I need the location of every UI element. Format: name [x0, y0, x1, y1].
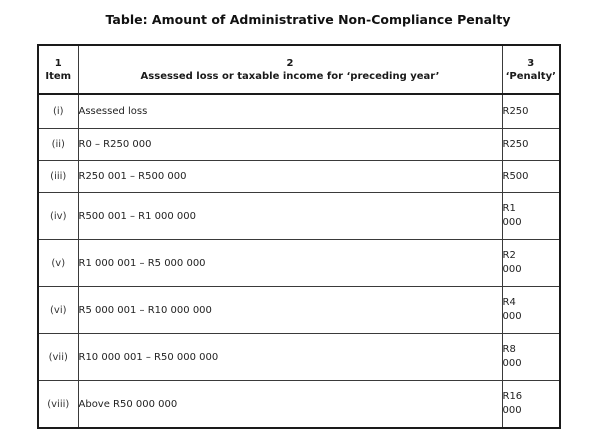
header-penalty-label: ‘Penalty’: [505, 70, 556, 82]
row-description: R0 – R250 000: [78, 129, 502, 161]
table-row: [38, 287, 560, 334]
row-item: (vi): [38, 287, 78, 334]
row-penalty-amount-cont: 000: [502, 405, 522, 416]
header-assessed-label: Assessed loss or taxable income for ‘preceding year’: [140, 70, 440, 82]
row-description: R500 001 – R1 000 000: [78, 193, 502, 240]
row-description: R1 000 001 – R5 000 000: [78, 240, 502, 287]
header-penalty-number: 3: [527, 57, 535, 69]
penalty-table: [37, 44, 561, 429]
row-description: R5 000 001 – R10 000 000: [78, 287, 502, 334]
row-penalty-amount: R8: [502, 344, 516, 355]
row-item: (vii): [38, 334, 78, 381]
row-penalty: [502, 94, 560, 129]
header-item-number: 1: [54, 57, 62, 69]
row-penalty: [502, 287, 560, 334]
row-description: Above R50 000 000: [78, 381, 502, 429]
header-item: [38, 45, 78, 94]
row-penalty-amount: R500: [502, 170, 529, 182]
header-assessed-number: 2: [286, 57, 294, 69]
row-penalty-amount: R1: [502, 203, 516, 214]
row-penalty: [502, 161, 560, 193]
header-assessed: [78, 45, 502, 94]
row-description: R250 001 – R500 000: [78, 161, 502, 193]
row-penalty-amount: R2: [502, 250, 516, 261]
row-penalty-amount-cont: 000: [502, 264, 522, 275]
row-penalty-amount: R250: [502, 105, 529, 117]
row-penalty: [502, 381, 560, 429]
row-penalty: [502, 334, 560, 381]
row-description: R10 000 001 – R50 000 000: [78, 334, 502, 381]
row-penalty-amount: R4: [502, 297, 516, 308]
table-row: [38, 129, 560, 161]
table-row: [38, 381, 560, 429]
row-item: (i): [38, 94, 78, 129]
table-row: [38, 240, 560, 287]
row-penalty-amount-cont: 000: [502, 311, 522, 322]
header-row: [38, 45, 560, 94]
table-row: [38, 161, 560, 193]
table-row: [38, 193, 560, 240]
table-row: [38, 334, 560, 381]
row-penalty: [502, 129, 560, 161]
row-description: Assessed loss: [78, 94, 502, 129]
row-item: (iii): [38, 161, 78, 193]
row-penalty-amount: R16: [502, 391, 523, 402]
table-row: [38, 94, 560, 129]
row-item: (viii): [38, 381, 78, 429]
row-penalty: [502, 193, 560, 240]
header-penalty: [502, 45, 560, 94]
row-item: (iv): [38, 193, 78, 240]
row-penalty-amount: R250: [502, 138, 529, 150]
table-title: Table: Amount of Administrative Non-Compliance Penalty: [105, 12, 511, 27]
row-penalty: [502, 240, 560, 287]
row-penalty-amount-cont: 000: [502, 217, 522, 228]
row-item: (ii): [38, 129, 78, 161]
row-penalty-amount-cont: 000: [502, 358, 522, 369]
row-item: (v): [38, 240, 78, 287]
header-item-label: Item: [45, 70, 72, 82]
